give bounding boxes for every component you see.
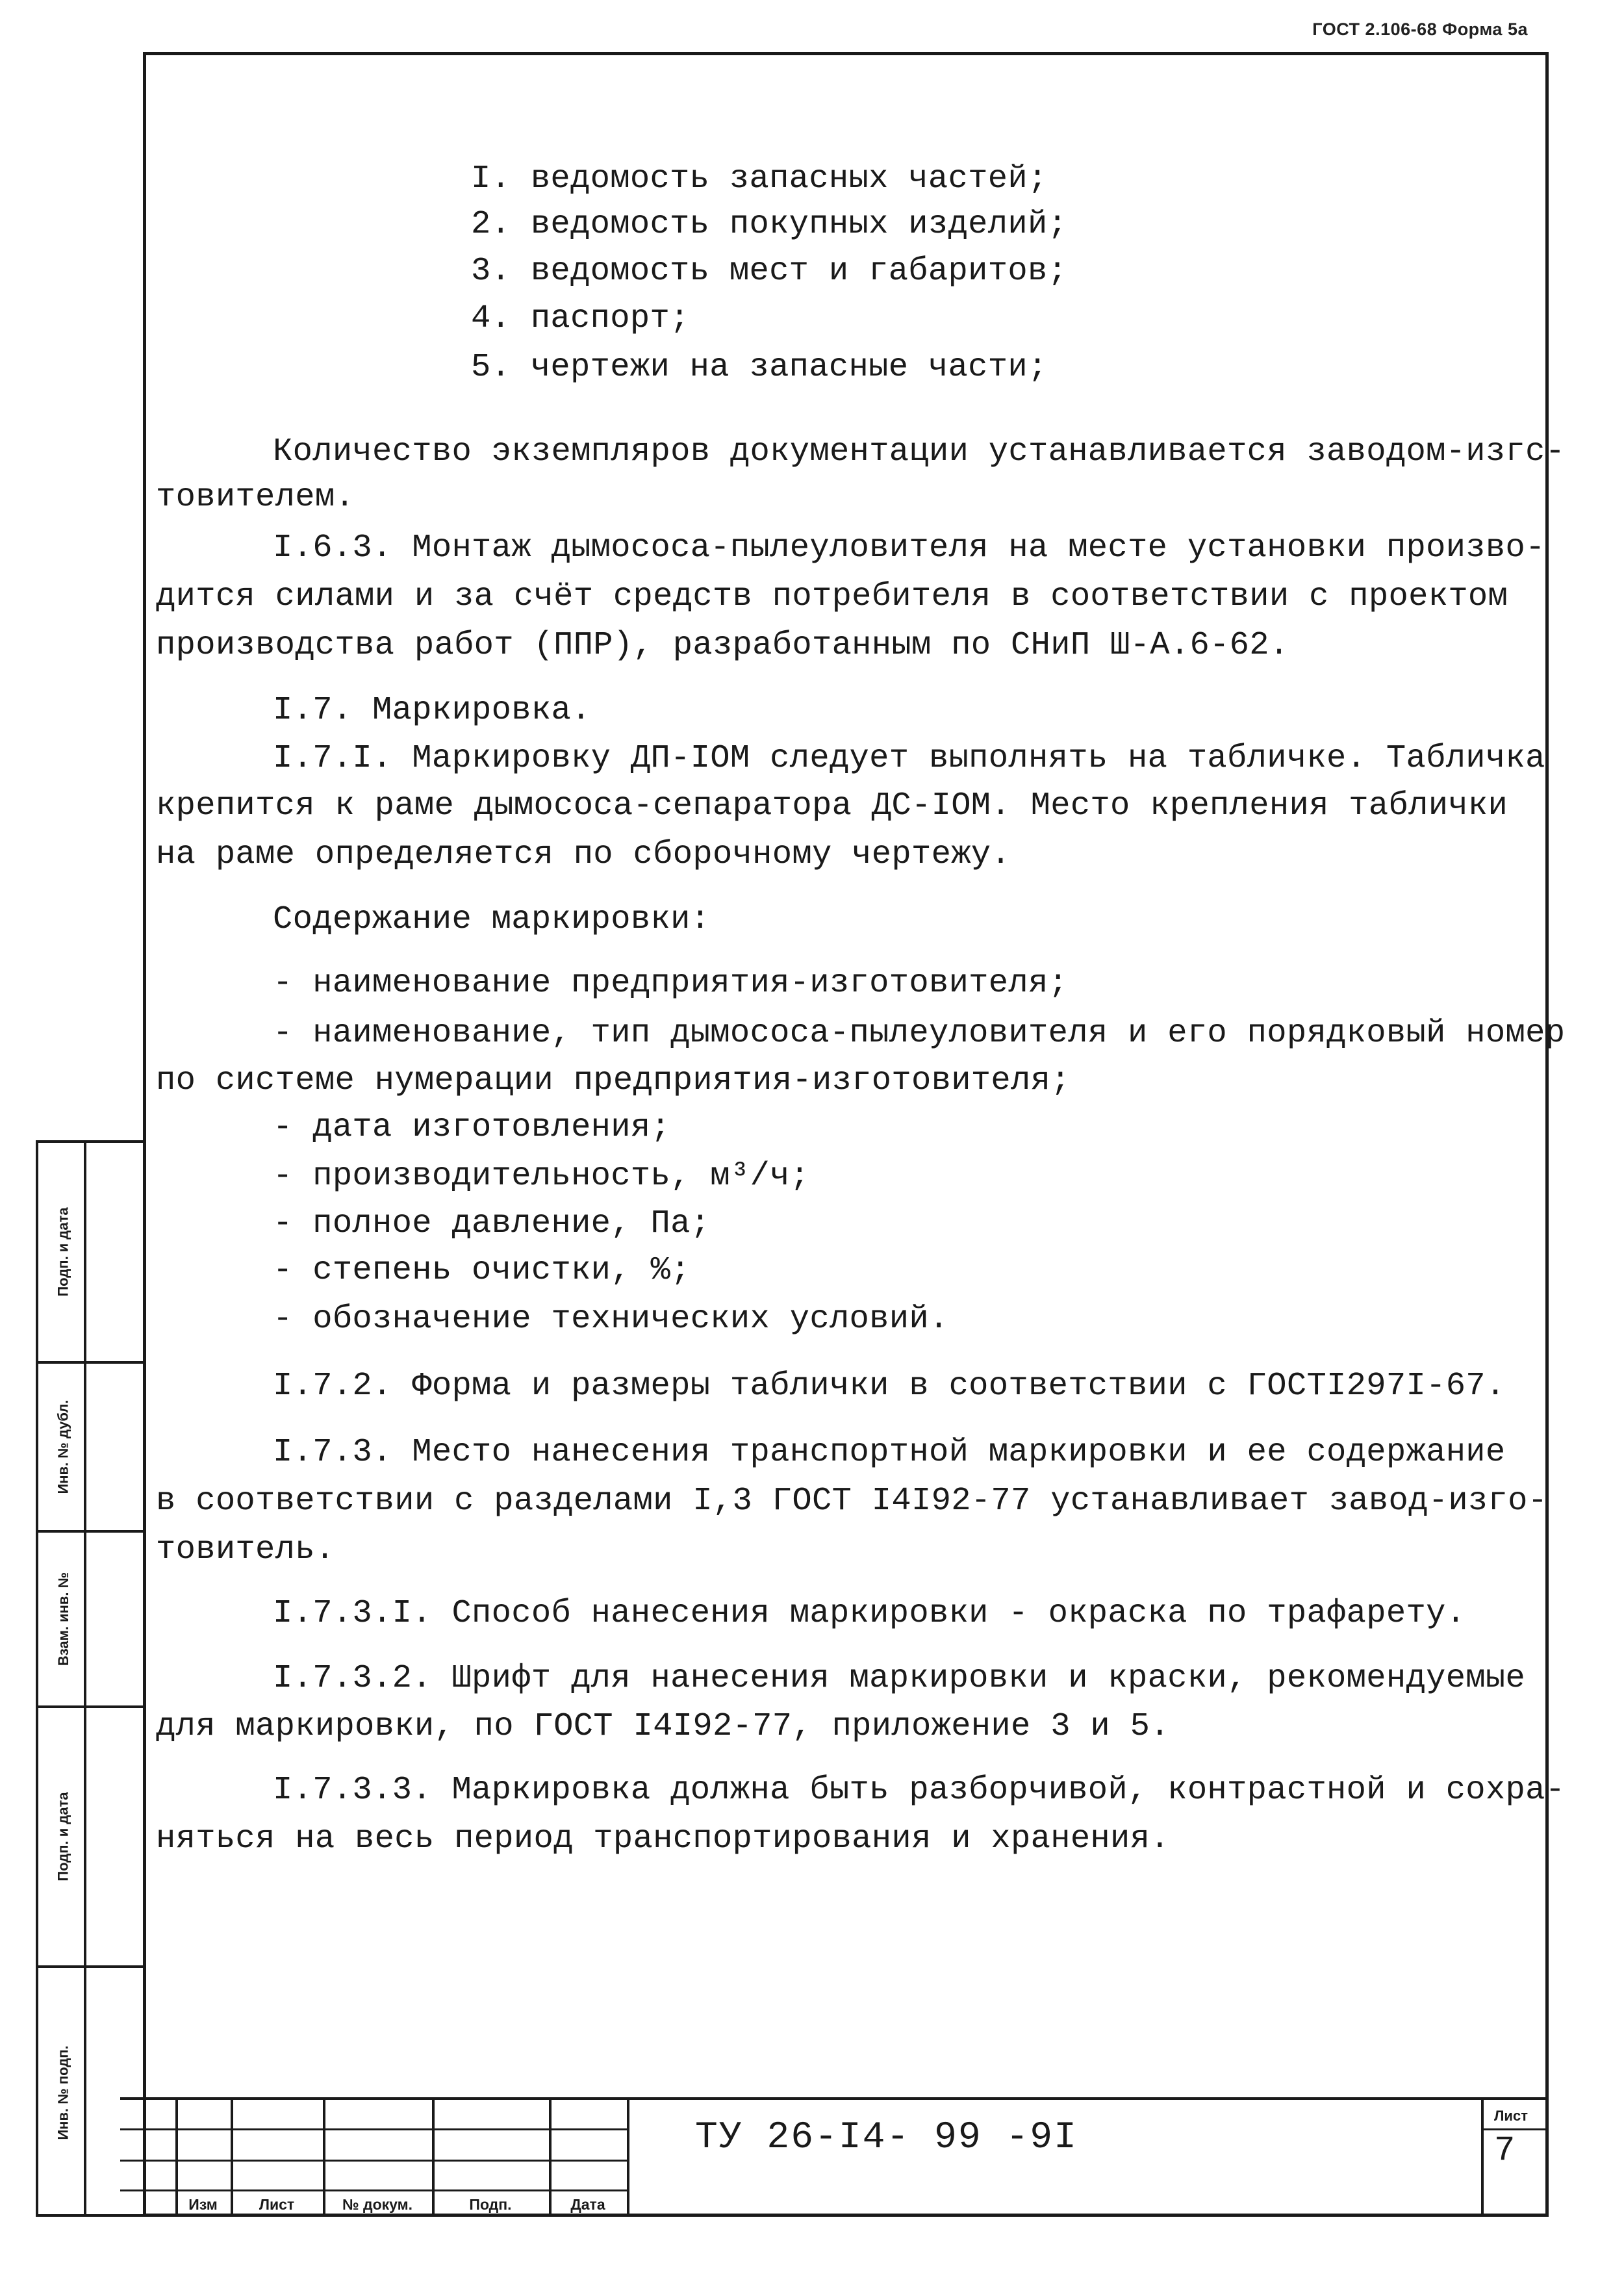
- text-line: - дата изготовления;: [273, 1109, 671, 1146]
- text-line: 4. паспорт;: [471, 300, 690, 337]
- side-label: Подп. и дата: [55, 1792, 72, 1882]
- side-cell-dupl-inv: [38, 1364, 143, 1533]
- text-line: I.6.3. Монтаж дымососа-пылеуловителя на месте установки произво-: [273, 530, 1545, 567]
- col-label-signature: Подп.: [469, 2196, 512, 2213]
- form-reference: ГОСТ 2.106-68 Форма 5а: [1312, 19, 1528, 39]
- col-label-date: Дата: [570, 2196, 605, 2213]
- text-line: производства работ (ППР), разработанным по СНиП Ш-А.6-62.: [156, 627, 1289, 664]
- text-line: дится силами и за счёт средств потребителя в соответствии с проектом: [156, 578, 1508, 615]
- text-line: I.7.3. Место нанесения транспортной маркировки и ее содержание: [273, 1434, 1506, 1471]
- side-stamp-column: [36, 1140, 143, 2217]
- sheet-number: 7: [1494, 2131, 1516, 2171]
- side-label: Подп. и дата: [55, 1207, 72, 1297]
- col-label-change: Изм: [188, 2196, 218, 2213]
- text-line: - наименование, тип дымососа-пылеуловителя и его порядковый номер: [273, 1015, 1566, 1052]
- text-line: - обозначение технических условий.: [273, 1301, 949, 1338]
- text-line: няться на весь период транспортирования и хранения.: [156, 1820, 1170, 1857]
- text-line: Содержание маркировки:: [273, 901, 711, 938]
- text-line: по системе нумерации предприятия-изготовителя;: [156, 1062, 1071, 1099]
- text-line: товителем.: [156, 479, 355, 516]
- side-label: Инв. № дубл.: [55, 1399, 71, 1494]
- text-line: I.7.3.2. Шрифт для нанесения маркировки и краски, рекомендуемые: [273, 1660, 1526, 1697]
- text-line: I.7.I. Маркировку ДП-IОМ следует выполнять на табличке. Табличка: [273, 740, 1545, 777]
- text-line: I.7.3.I. Способ нанесения маркировки - окраска по трафарету.: [273, 1595, 1466, 1632]
- text-line: крепится к раме дымососа-сепаратора ДС-IОМ. Место крепления таблички: [156, 787, 1508, 824]
- text-line: 5. чертежи на запасные части;: [471, 349, 1048, 386]
- text-line: - наименование предприятия-изготовителя;: [273, 965, 1069, 1002]
- text-line: 2. ведомость покупных изделий;: [471, 206, 1068, 243]
- text-line: I.7.2. Форма и размеры таблички в соответствии с ГОСТI297I-67.: [273, 1368, 1506, 1405]
- document-number: ТУ 26-I4- 99 -9I: [695, 2117, 1078, 2159]
- text-line: - степень очистки, %;: [273, 1252, 691, 1289]
- text-line: I.7.3.3. Маркировка должна быть разборчивой, контрастной и сохра-: [273, 1772, 1566, 1809]
- col-label-doc-number: № докум.: [342, 2196, 413, 2213]
- side-cell-signature-date: [38, 1143, 143, 1364]
- side-label: Инв. № подп.: [55, 2045, 72, 2140]
- text-line: - производительность, м³/ч;: [273, 1158, 810, 1195]
- text-line: на раме определяется по сборочному чертежу.: [156, 836, 1011, 873]
- sheet-label: Лист: [1494, 2108, 1528, 2124]
- text-line: I. ведомость запасных частей;: [471, 160, 1048, 198]
- text-line: в соответствии с разделами I,3 ГОСТ I4I92-77 устанавливает завод-изго-: [156, 1483, 1548, 1520]
- col-label-sheet: Лист: [259, 2196, 295, 2213]
- text-line: I.7. Маркировка.: [273, 692, 591, 729]
- side-cell-signature-date-2: [38, 1708, 143, 1968]
- side-cell-replace-inv: [38, 1533, 143, 1708]
- side-label: Взам. инв. №: [55, 1572, 72, 1666]
- text-line: - полное давление, Па;: [273, 1205, 711, 1242]
- text-line: 3. ведомость мест и габаритов;: [471, 253, 1068, 290]
- text-line: товитель.: [156, 1531, 335, 1568]
- text-line: для маркировки, по ГОСТ I4I92-77, приложение 3 и 5.: [156, 1708, 1170, 1745]
- text-line: Количество экземпляров документации устанавливается заводом-изгс-: [273, 433, 1566, 470]
